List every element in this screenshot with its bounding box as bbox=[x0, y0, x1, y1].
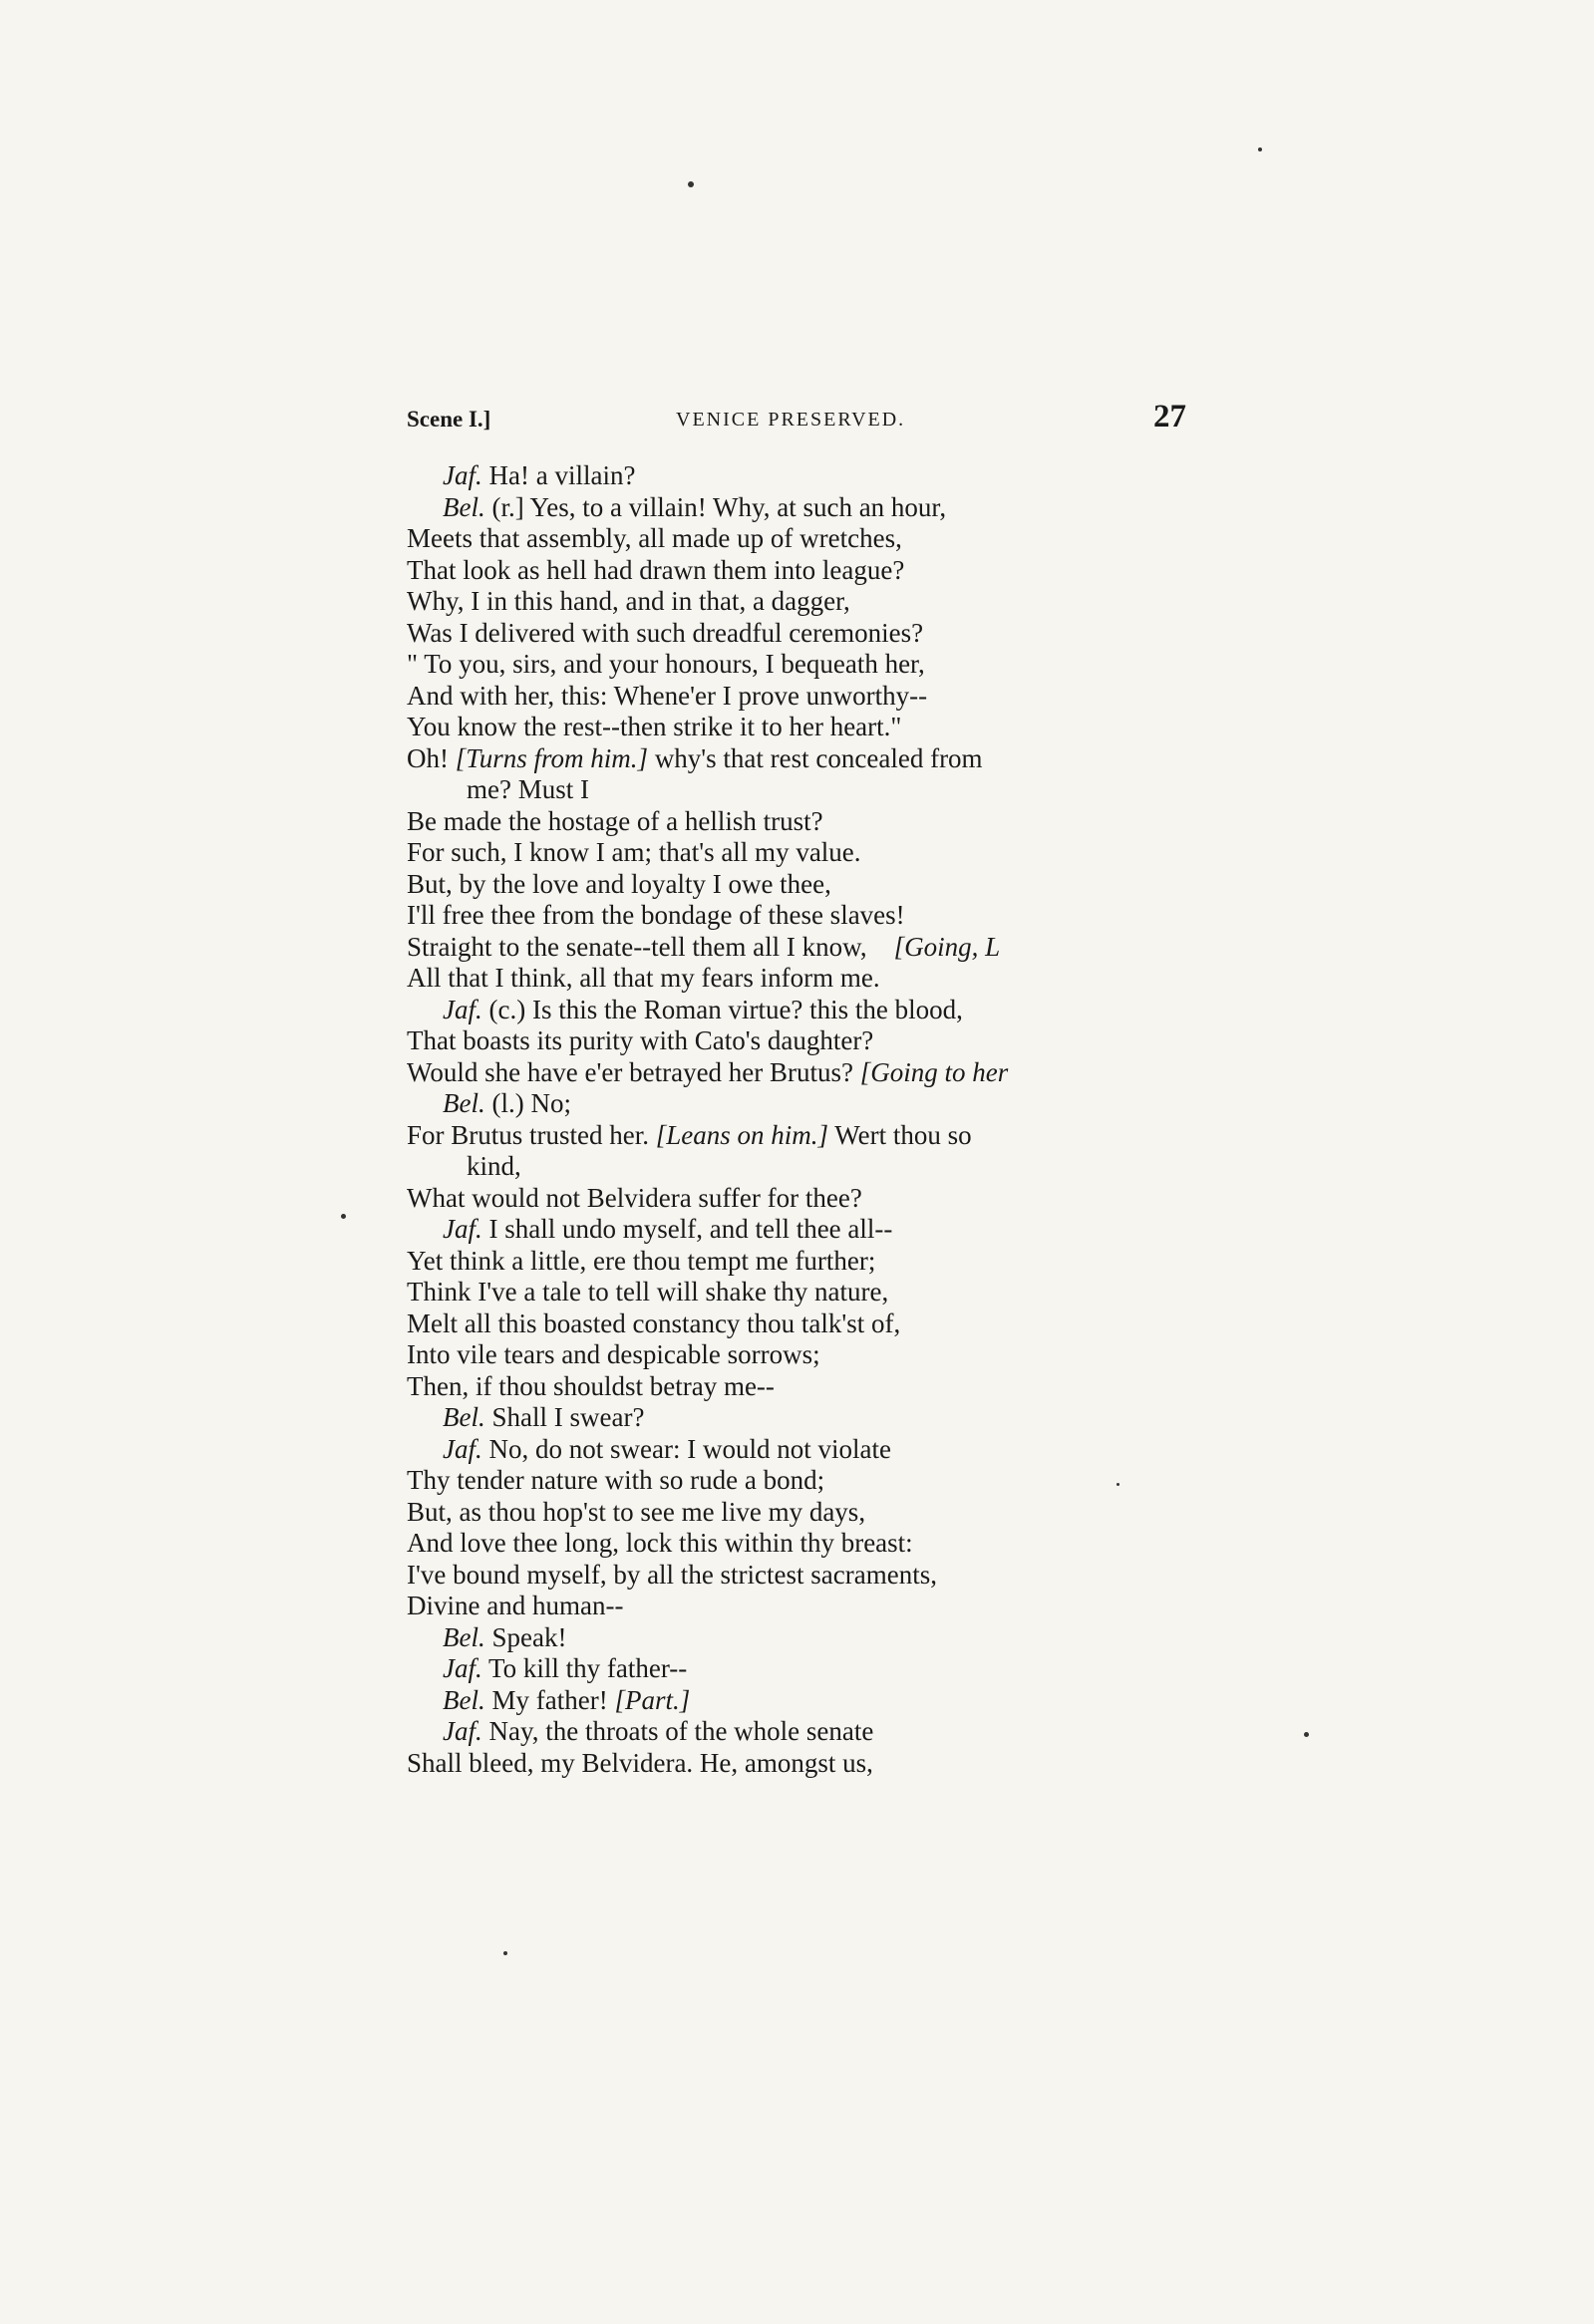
verse-line bbox=[407, 1497, 1204, 1529]
line-text: I've bound myself, by all the strictest sacraments, bbox=[407, 1559, 937, 1590]
line-text: Nay, the throats of the whole senate bbox=[481, 1716, 874, 1746]
speaker-name: Jaf. bbox=[443, 1716, 482, 1746]
verse-line bbox=[407, 932, 1204, 964]
line-text: Why, I in this hand, and in that, a dagger, bbox=[407, 586, 850, 616]
verse-line bbox=[407, 1151, 1204, 1183]
verse-line bbox=[407, 492, 1204, 524]
speaker-name: Jaf. bbox=[443, 1653, 482, 1683]
line-text: Divine and human-- bbox=[407, 1591, 624, 1620]
line-text: I shall undo myself, and tell thee all-- bbox=[481, 1214, 893, 1244]
line-text: But, as thou hop'st to see me live my days, bbox=[407, 1496, 866, 1527]
speaker-name: Jaf. bbox=[443, 1214, 482, 1244]
verse-line bbox=[407, 681, 1204, 713]
line-text-after: Wert thou so bbox=[828, 1119, 972, 1150]
verse-line bbox=[407, 1277, 1204, 1308]
verse-line bbox=[407, 1246, 1204, 1278]
line-text: That look as hell had drawn them into league? bbox=[407, 554, 905, 585]
verse-line bbox=[407, 1057, 1204, 1089]
line-text: Then, if thou shouldst betray me-- bbox=[407, 1370, 775, 1401]
line-text: Think I've a tale to tell will shake thy nature, bbox=[407, 1277, 889, 1307]
speaker-name: Jaf. bbox=[443, 460, 482, 490]
line-text: And love thee long, lock this within thy breast: bbox=[407, 1528, 913, 1558]
line-text: Speak! bbox=[484, 1621, 567, 1652]
line-text: That boasts its purity with Cato's daughter? bbox=[407, 1025, 874, 1055]
scan-speck bbox=[688, 181, 694, 187]
verse-line bbox=[407, 555, 1204, 587]
line-text: Into vile tears and despicable sorrows; bbox=[407, 1339, 820, 1369]
verse-line bbox=[407, 649, 1204, 681]
scan-speck bbox=[1116, 1483, 1119, 1486]
verse-line bbox=[407, 618, 1204, 650]
verse-line bbox=[407, 586, 1204, 618]
line-text: Thy tender nature with so rude a bond; bbox=[407, 1465, 825, 1495]
verse-line bbox=[407, 743, 1204, 775]
stage-direction: [Going to her bbox=[859, 1056, 1009, 1087]
speaker-name: Jaf. bbox=[443, 994, 482, 1024]
verse-line bbox=[407, 1528, 1204, 1560]
verse-line bbox=[407, 1653, 1204, 1685]
verse-line bbox=[407, 1685, 1204, 1717]
verse-line bbox=[407, 1591, 1204, 1622]
line-text: Would she have e'er betrayed her Brutus? bbox=[407, 1056, 860, 1087]
speaker-name: Bel. bbox=[443, 1621, 485, 1652]
speaker-name: Bel. bbox=[443, 1402, 485, 1432]
verse-line bbox=[407, 806, 1204, 838]
line-text: Ha! a villain? bbox=[481, 460, 636, 490]
line-text: Melt all this boasted constancy thou talk'st of, bbox=[407, 1307, 901, 1338]
scan-speck bbox=[1304, 1732, 1309, 1737]
page-number: 27 bbox=[1153, 399, 1186, 435]
running-header bbox=[407, 399, 1186, 438]
verse-line bbox=[407, 523, 1204, 555]
verse-line bbox=[407, 1402, 1204, 1434]
verse-line bbox=[407, 869, 1204, 901]
speaker-name: Bel. bbox=[443, 1684, 485, 1715]
line-text: You know the rest--then strike it to her heart." bbox=[407, 712, 902, 741]
scan-speck bbox=[1258, 147, 1262, 151]
speaker-name: Bel. bbox=[443, 1088, 485, 1118]
line-text: Meets that assembly, all made up of wretches, bbox=[407, 523, 902, 553]
verse-line bbox=[407, 963, 1204, 995]
verse-line bbox=[407, 1560, 1204, 1592]
verse-line bbox=[407, 1025, 1204, 1057]
scan-speck bbox=[503, 1951, 507, 1955]
verse-line bbox=[407, 1716, 1204, 1748]
verse-line bbox=[407, 900, 1204, 932]
line-text: Straight to the senate--tell them all I know, bbox=[407, 931, 894, 962]
verse-line bbox=[407, 1183, 1204, 1215]
line-text-after: why's that rest concealed from bbox=[648, 742, 983, 773]
line-text: But, by the love and loyalty I owe thee, bbox=[407, 868, 831, 899]
verse-line bbox=[407, 1088, 1204, 1120]
line-text: My father! bbox=[484, 1684, 615, 1715]
stage-direction: [Part.] bbox=[614, 1684, 691, 1715]
verse-line bbox=[407, 1214, 1204, 1246]
line-text: (r.] Yes, to a villain! Why, at such an hour, bbox=[484, 491, 947, 522]
verse-line bbox=[407, 712, 1204, 743]
running-title: VENICE PRESERVED. bbox=[676, 409, 906, 431]
line-text: No, do not swear: I would not violate bbox=[481, 1433, 891, 1464]
line-text: kind, bbox=[467, 1151, 521, 1181]
play-text bbox=[407, 460, 1204, 1779]
verse-line bbox=[407, 1308, 1204, 1340]
verse-line bbox=[407, 1748, 1204, 1780]
verse-line bbox=[407, 1434, 1204, 1466]
verse-line bbox=[407, 774, 1204, 806]
line-text: What would not Belvidera suffer for thee? bbox=[407, 1182, 862, 1213]
line-text: " To you, sirs, and your honours, I bequeath her, bbox=[407, 649, 925, 679]
verse-line bbox=[407, 1120, 1204, 1152]
stage-direction: [Going, L bbox=[893, 931, 1001, 962]
line-text: Oh! bbox=[407, 742, 456, 773]
verse-line bbox=[407, 1339, 1204, 1371]
scene-label: Scene I.] bbox=[407, 407, 491, 432]
scan-speck bbox=[341, 1214, 346, 1219]
verse-line bbox=[407, 1465, 1204, 1497]
line-text: For such, I know I am; that's all my value. bbox=[407, 837, 861, 867]
line-text: To kill thy father-- bbox=[481, 1653, 688, 1683]
line-text: Yet think a little, ere thou tempt me further; bbox=[407, 1245, 876, 1276]
line-text: (c.) Is this the Roman virtue? this the blood, bbox=[481, 994, 963, 1024]
speaker-name: Jaf. bbox=[443, 1433, 482, 1464]
verse-line bbox=[407, 1371, 1204, 1403]
line-text: (l.) No; bbox=[484, 1088, 571, 1118]
verse-line bbox=[407, 460, 1204, 492]
line-text: All that I think, all that my fears inform me. bbox=[407, 963, 880, 993]
stage-direction: [Turns from him.] bbox=[455, 742, 649, 773]
line-text: Be made the hostage of a hellish trust? bbox=[407, 805, 823, 836]
line-text: Shall I swear? bbox=[484, 1402, 645, 1432]
verse-line bbox=[407, 837, 1204, 869]
speaker-name: Bel. bbox=[443, 491, 485, 522]
line-text: me? Must I bbox=[467, 774, 589, 804]
verse-line bbox=[407, 1622, 1204, 1654]
line-text: And with her, this: Whene'er I prove unworthy-- bbox=[407, 680, 928, 711]
verse-line bbox=[407, 995, 1204, 1026]
line-text: Was I delivered with such dreadful ceremonies? bbox=[407, 617, 924, 648]
line-text: For Brutus trusted her. bbox=[407, 1119, 656, 1150]
stage-direction: [Leans on him.] bbox=[655, 1119, 829, 1150]
line-text: Shall bleed, my Belvidera. He, amongst us, bbox=[407, 1747, 873, 1778]
line-text: I'll free thee from the bondage of these slaves! bbox=[407, 900, 905, 930]
